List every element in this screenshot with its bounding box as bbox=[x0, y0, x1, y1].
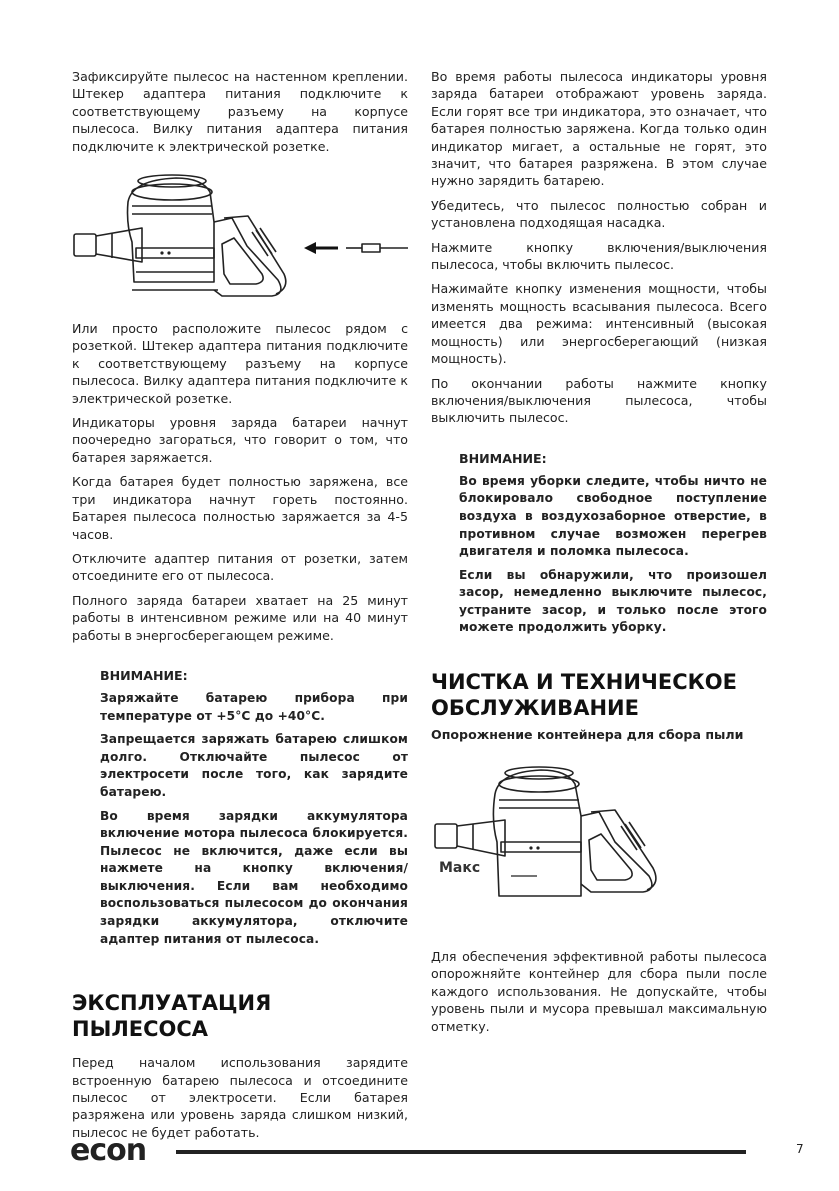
paragraph: Для обеспечения эффективной работы пылесоса опорожняйте контейнер для сбора пыли после каждого использования. Не допускайте, чтобы уровень пыли и мусора превышал максимальную отметку. bbox=[431, 949, 767, 1034]
warning-text: Запрещается заряжать батарею слишком долго. Отключайте пылесос от электросети после того, как зарядите батарею. bbox=[100, 732, 408, 799]
subheading: Опорожнение контейнера для сбора пыли bbox=[431, 727, 744, 743]
paragraph: По окончании работы нажмите кнопку включения/выключения пылесоса, чтобы выключить пылесос. bbox=[431, 375, 767, 426]
right-column bbox=[431, 68, 767, 1042]
paragraph: Нажимайте кнопку изменения мощности, чтобы изменять мощность всасывания пылесоса. Всего имеется два режима: интенсивный (высокая мощность) или энергосберегающий (низкая мощность). bbox=[431, 281, 767, 367]
warning-text: Во время зарядки аккумулятора включение мотора пылесоса блокируется. Пылесос не включится, даже если вы нажмете на кнопку включения/выключения. Если вам необходимо воспользоваться пылесосом до окончания зарядки аккумулятора, отключите адаптер питания от пылесоса. bbox=[100, 808, 408, 946]
warning-text: Во время уборки следите, чтобы ничто не блокировало свободное поступление воздуха в воздухозаборное отверстие, в противном случае возможен перегрев двигателя и поломка пылесоса. bbox=[459, 473, 767, 559]
paragraph: Во время работы пылесоса индикаторы уровня заряда батареи отображают уровень заряда. Если горят все три индикатора, это означает, что батарея полностью заряжена. Когда только один индикатор мигает, а остальные не горят, это значит, что батарея разряжена. В этом случае нужно зарядить батарею. bbox=[431, 69, 767, 189]
left-column bbox=[72, 68, 408, 1148]
warning-title: ВНИМАНИЕ: bbox=[459, 450, 547, 466]
econ-logo bbox=[70, 1132, 154, 1170]
dust-container-figure bbox=[431, 764, 767, 914]
paragraph: Полного заряда батареи хватает на 25 минут работы в интенсивном режиме или на 40 минут работы в энергосберегающем режиме. bbox=[72, 592, 408, 643]
warning-text: Если вы обнаружили, что произошел засор, немедленно выключите пылесос, устраните засор, и только после этого можете продолжить уборку. bbox=[459, 567, 767, 635]
paragraph: Индикаторы уровня заряда батареи начнут поочередно загораться, что говорит о том, что батарея заряжается. bbox=[72, 415, 408, 465]
max-level-label: Макс bbox=[439, 860, 481, 877]
svg-text:econ: econ bbox=[70, 1133, 147, 1166]
footer-divider bbox=[176, 1150, 746, 1154]
warning-title: ВНИМАНИЕ: bbox=[100, 667, 188, 683]
paragraph: Перед началом использования зарядите встроенную батарею пылесоса и отсоедините пылесос от электросети. Если батарея разряжена или уровень заряда слишком низкий, пылесос не будет работать. bbox=[72, 1055, 408, 1140]
page-number: 7 bbox=[796, 1142, 804, 1156]
paragraph: Или просто расположите пылесос рядом с розеткой. Штекер адаптера питания подключите к соответствующему разъему на корпусе пылесоса. Вилку адаптера питания подключите к электрической розетке. bbox=[72, 321, 408, 406]
paragraph: Отключите адаптер питания от розетки, затем отсоедините его от пылесоса. bbox=[72, 550, 408, 584]
paragraph: Зафиксируйте пылесос на настенном креплении. Штекер адаптера питания подключите к соответствующему разъему на корпусе пылесоса. Вилку питания адаптера питания подключите к электрической розетке. bbox=[72, 69, 408, 154]
paragraph: Когда батарея будет полностью заряжена, все три индикатора начнут гореть постоянно. Батарея пылесоса полностью заряжается за 4-5 часов. bbox=[72, 474, 408, 542]
vacuum-charging-illustration bbox=[72, 162, 408, 312]
section-heading: ЧИСТКА И ТЕХНИЧЕСКОЕ ОБСЛУЖИВАНИЕ bbox=[431, 670, 737, 721]
paragraph: Убедитесь, что пылесос полностью собран и установлена подходящая насадка. bbox=[431, 197, 767, 231]
section-heading: ЭКСПЛУАТАЦИЯ ПЫЛЕСОСА bbox=[72, 991, 272, 1042]
warning-box bbox=[100, 668, 408, 948]
econ-logo-icon bbox=[70, 1132, 154, 1166]
vacuum-dust-container-illustration bbox=[431, 764, 767, 914]
paragraph: Нажмите кнопку включения/выключения пылесоса, чтобы включить пылесос. bbox=[431, 239, 767, 273]
warning-box bbox=[459, 451, 767, 637]
warning-text: Заряжайте батарею прибора при температуре от +5°С до +40°С. bbox=[100, 690, 408, 723]
